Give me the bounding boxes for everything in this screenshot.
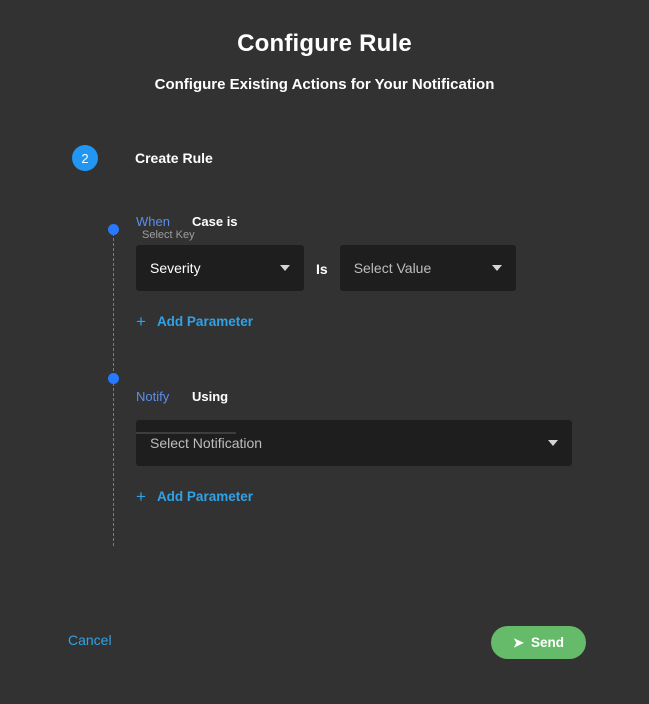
select-value-placeholder: Select Value: [353, 260, 432, 276]
condition-labels: [136, 214, 516, 229]
step-number-badge: 2: [72, 145, 98, 171]
condition-fields: [136, 229, 516, 291]
add-parameter-condition-label: Add Parameter: [156, 314, 253, 329]
select-notification-placeholder: Select Notification: [150, 435, 263, 451]
select-notification-dropdown[interactable]: [136, 420, 572, 466]
page-title: Configure Rule: [237, 30, 412, 57]
plus-icon: +: [136, 312, 146, 331]
plus-icon: +: [136, 487, 146, 506]
step-header: [72, 145, 649, 171]
cancel-button[interactable]: Cancel: [68, 632, 112, 648]
timeline-dot-notification: [108, 373, 119, 384]
notification-field-underline: [136, 432, 236, 434]
select-key-wrapper: [136, 229, 304, 291]
chevron-down-icon: [280, 265, 290, 271]
page-subtitle: Configure Existing Actions for Your Notification: [154, 76, 495, 93]
chevron-down-icon: [548, 440, 558, 446]
select-key-dropdown[interactable]: [136, 245, 304, 291]
add-parameter-condition-button[interactable]: [136, 313, 516, 330]
select-notification-wrapper: [136, 420, 572, 466]
send-button-label: Send: [530, 635, 564, 650]
select-key-label: Select Key: [142, 229, 195, 241]
add-parameter-notification-label: Add Parameter: [156, 489, 253, 504]
dialog-header: [0, 0, 649, 93]
select-value-wrapper: [340, 245, 516, 291]
step-title: Create Rule: [135, 150, 213, 166]
notify-label: Notify: [136, 389, 170, 404]
add-parameter-notification-button[interactable]: [136, 488, 572, 505]
select-key-value: Severity: [150, 260, 201, 276]
timeline-dot-condition: [108, 224, 119, 235]
chevron-down-icon: [492, 265, 502, 271]
timeline-connector: [113, 228, 115, 546]
send-button[interactable]: [491, 626, 586, 659]
condition-section: [136, 214, 516, 330]
when-label: When: [136, 214, 170, 229]
notification-section: [136, 389, 572, 505]
notification-labels: [136, 389, 572, 404]
notification-fields: [136, 420, 572, 466]
is-label: Is: [316, 261, 328, 277]
using-label: Using: [192, 389, 229, 404]
select-value-dropdown[interactable]: [340, 245, 516, 291]
send-icon: ➤: [513, 635, 524, 650]
case-is-label: Case is: [192, 214, 238, 229]
dialog-footer: [0, 620, 649, 664]
